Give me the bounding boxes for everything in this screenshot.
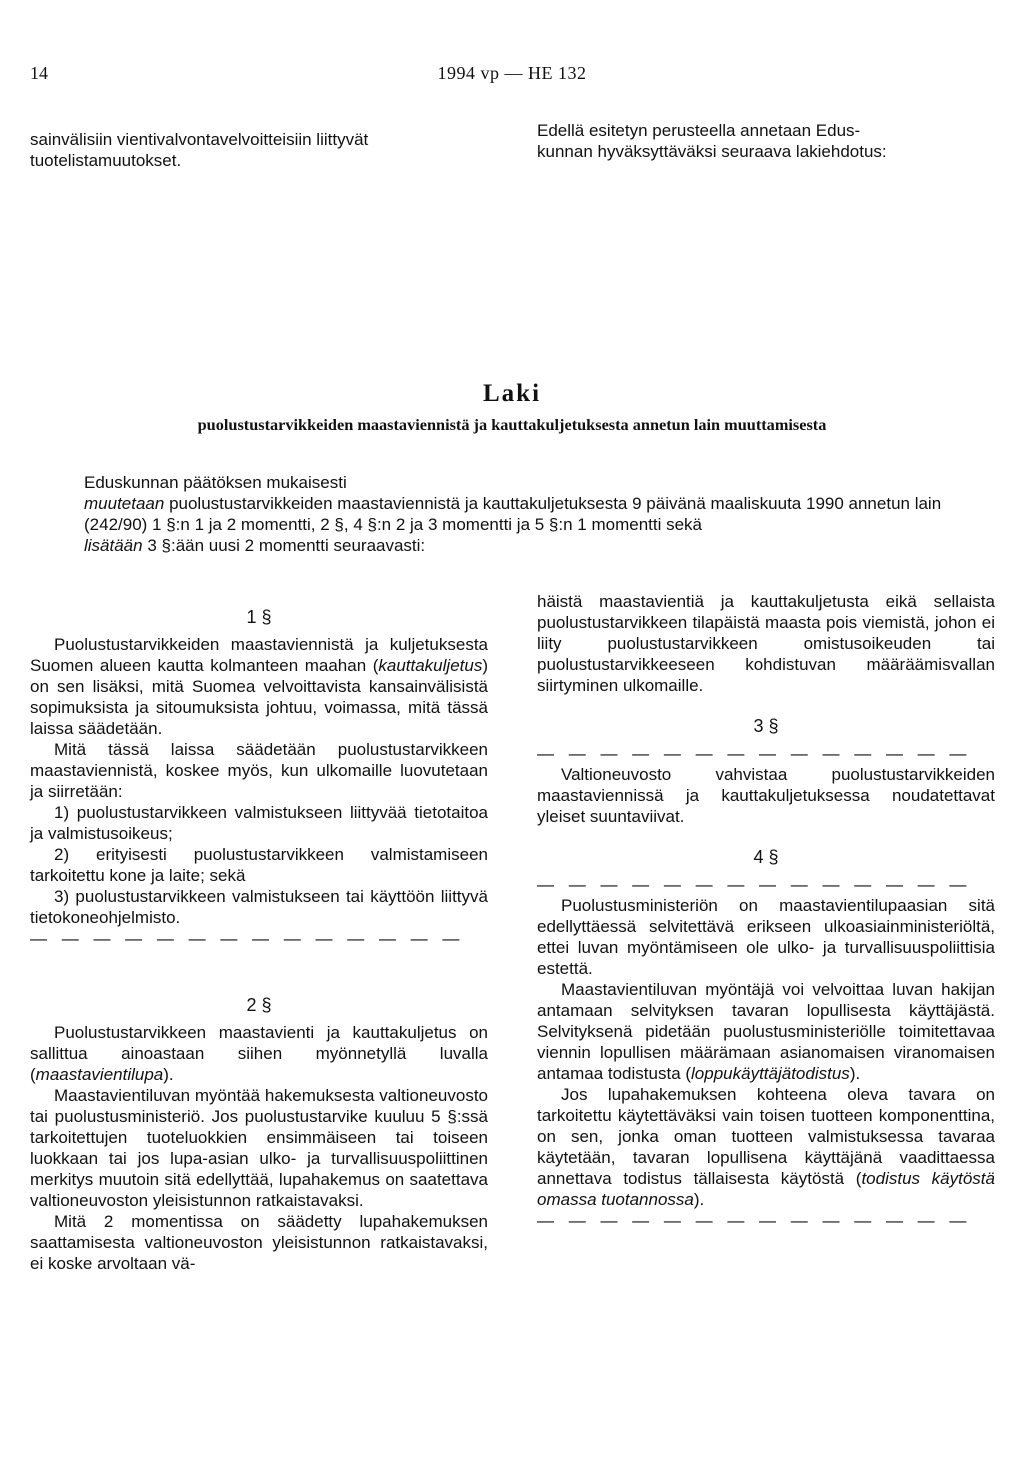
preamble	[54, 472, 959, 556]
law-subtitle: puolustustarvikkeiden maastaviennistä ja kauttakuljetuksesta annetun lain muuttamisesta	[197, 415, 827, 434]
section-1-item-3: 3) puolustustarvikkeen valmistukseen tai käyttöön liittyvä tietokoneohjelmisto.	[30, 887, 488, 927]
text-run: Puolustustarvikkeiden maastaviennistä ja kuljetuksesta Suomen alueen kautta kolmanteen maahan (	[30, 635, 488, 675]
preamble-line: Eduskunnan päätöksen mukaisesti	[84, 473, 347, 492]
text-run: Puolustustarvikkeen maastavienti ja kauttakuljetus on sallittua ainoastaan siihen myönnetyllä luvalla (	[30, 1023, 488, 1084]
section-1-heading: 1 §	[246, 607, 272, 627]
preamble-amend	[54, 493, 959, 535]
section-4-paragraph-3	[537, 1084, 995, 1210]
intro-left-line-2: tuotelistamuutokset.	[30, 151, 182, 170]
add-text: 3 §:ään uusi 2 momentti seuraavasti:	[142, 536, 426, 555]
omission-dashes: — — — — — — — — — — — — — —	[537, 1211, 972, 1230]
section-3-heading: 3 §	[753, 716, 779, 736]
section-2-paragraph-1	[30, 1022, 488, 1085]
defined-term: todistus käytöstä omassa tuotannossa	[537, 1169, 995, 1209]
law-title: Laki	[482, 380, 542, 407]
preamble-add	[54, 535, 959, 556]
section-4-paragraph-2	[537, 979, 995, 1084]
section-2-paragraph-2: Maastavientiluvan myöntää hakemuksesta valtioneuvosto tai puolustusministeriö. Jos puolustustarvike kuuluu 5 §:ssä tarkoitettujen tuoteluokkien ensimmäiseen tai toiseen luokkaan tai jos lupa-asian ulko- ja turvallisuuspoliittinen merkitys muutoin sitä edellyttää, lupahakemus on saatettava valtioneuvoston yleisistunnon ratkaistavaksi.	[30, 1086, 488, 1210]
intro-right-line-2: kunnan hyväksyttäväksi seuraava lakiehdotus:	[537, 142, 887, 161]
text-run: ).	[693, 1190, 705, 1209]
text-run: ).	[163, 1065, 174, 1084]
running-head: 1994 vp — HE 132	[437, 63, 587, 83]
intro-left-text	[30, 129, 500, 171]
omission-dashes: — — — — — — — — — — — — — —	[537, 875, 972, 894]
intro-right-text	[537, 120, 997, 162]
amend-keyword: muutetaan	[84, 494, 165, 513]
section-1-item-2: 2) erityisesti puolustustarvikkeen valmistamiseen tarkoitettu kone ja laite; sekä	[30, 845, 488, 885]
section-2-paragraph-3-continued: häistä maastavientiä ja kauttakuljetusta eikä sellaista puolustustarvikkeen tilapäistä maasta pois viemistä, johon ei liity puolustustarvikkeen omistusoikeuden tai puolustustarvikkeeseen kohdistuvan määräämisvallan siirtyminen ulkomaille.	[537, 592, 995, 695]
defined-term: maastavientilupa	[35, 1065, 164, 1084]
page-number: 14	[30, 63, 48, 83]
section-4-paragraph-1: Puolustusministeriön on maastavientilupaasian sitä edellyttäessä selvitettävä erikseen ulkoasiainministeriöltä, ettei luvan myöntämiseen ole ulko- ja turvallisuuspoliittisia estettä.	[537, 896, 995, 978]
amend-text: puolustustarvikkeiden maastaviennistä ja kauttakuljetuksesta 9 päivänä maaliskuuta 1990 annetun lain (242/90) 1 §:n 1 ja 2 momentti, 2 §, 4 §:n 2 ja 3 momentti ja 5 §:n 1 momentti sekä	[84, 494, 942, 534]
section-1-paragraph-2: Mitä tässä laissa säädetään puolustustarvikkeen maastaviennistä, koskee myös, kun ulkomaille luovutetaan ja siirretään:	[30, 740, 488, 801]
add-keyword: lisätään	[84, 536, 143, 555]
left-column	[30, 601, 488, 1274]
section-2-paragraph-3: Mitä 2 momentissa on säädetty lupahakemuksen saattamisesta valtioneuvoston yleisistunnon ratkaistavaksi, ei koske arvoltaan vä-	[30, 1212, 488, 1273]
section-4-heading: 4 §	[753, 847, 779, 867]
text-run: ).	[849, 1064, 861, 1083]
section-1-item-1: 1) puolustustarvikkeen valmistukseen liittyvää tietotaitoa ja valmistusoikeus;	[30, 803, 488, 843]
omission-dashes: — — — — — — — — — — — — — —	[537, 744, 972, 763]
defined-term: kauttakuljetus	[378, 656, 483, 675]
section-1-paragraph-1	[30, 634, 488, 739]
defined-term: loppukäyttäjätodistus	[691, 1064, 850, 1083]
text-run: Maastavientiluvan myöntäjä voi velvoittaa luvan hakijan antamaan selvityksen tavaran lopullisesta käyttäjästä. Selvityksenä pidetään puolustusministeriölle toimitettavaa viennin lopullisen määrämaan asianomaisen viranomaisen antamaa todistusta (	[537, 980, 995, 1083]
omission-dashes: — — — — — — — — — — — — — —	[30, 929, 465, 948]
right-column	[537, 591, 995, 1231]
text-run: ) on sen lisäksi, mitä Suomea velvoittavista kansainvälisistä sopimuksista ja sitoumuksista johtuu, voimassa, mitä tässä laissa säädetään.	[30, 656, 488, 738]
text-run: Jos lupahakemuksen kohteena oleva tavara on tarkoitettu käytettäväksi vain toisen tuotteen komponenttina, on sen, jonka oman tuotteen valmistuksessa tavaraa käytetään, tavaran lopullisena käyttäjänä vaadittaessa annettava todistus tällaisesta käytöstä (	[537, 1085, 995, 1188]
section-3-paragraph-1: Valtioneuvosto vahvistaa puolustustarvikkeiden maastaviennissä ja kauttakuljetuksessa noudatettavat yleiset suuntaviivat.	[537, 765, 995, 826]
intro-right-line-1: Edellä esitetyn perusteella annetaan Edus-	[537, 121, 861, 140]
section-2-heading: 2 §	[246, 995, 272, 1015]
intro-left-line-1: sainvälisiin vientivalvontavelvoitteisiin liittyvät	[30, 130, 369, 149]
